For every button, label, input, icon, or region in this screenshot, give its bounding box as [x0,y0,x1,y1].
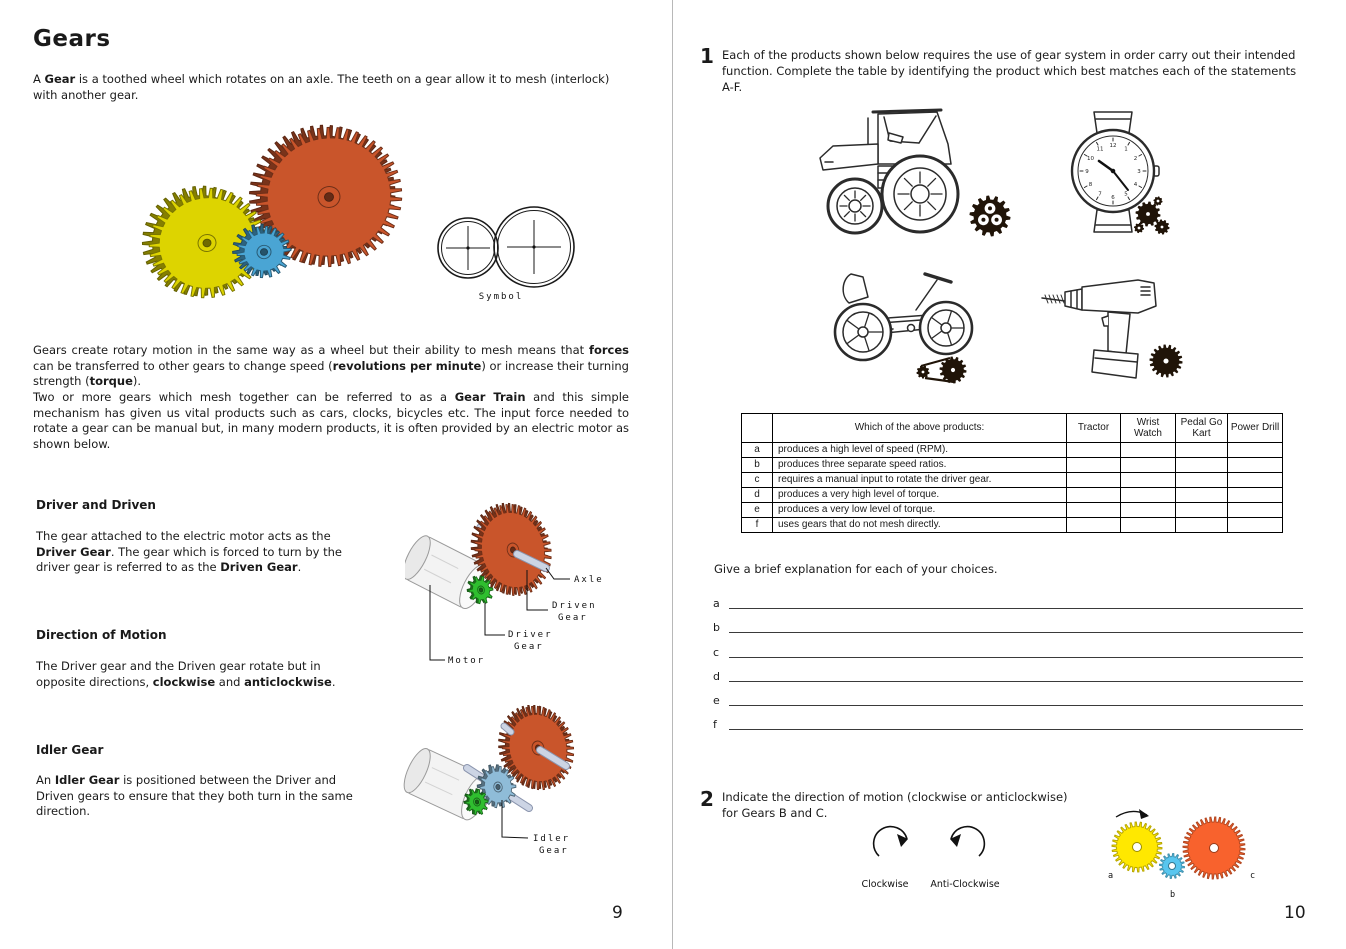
answer-cell [1121,443,1176,458]
row-letter: e [742,503,773,518]
answer-rule [729,633,1303,657]
answer-rule [729,609,1303,633]
answer-cell [1176,503,1228,518]
paragraph-rotary: Gears create rotary motion in the same way as a wheel but their ability to mesh means that forces can be transferred to other gears to change speed (revolutions per minute) or increase their turning strength (torque). [33,343,629,389]
gear-symbol-icon [438,207,574,287]
idler-gear-diagram [400,705,665,870]
power-drill-illustration [1038,266,1188,386]
col-pedal-go-kart: Pedal Go Kart [1176,414,1228,443]
answer-cell [1228,458,1283,473]
page-divider [672,0,673,949]
row-statement: requires a manual input to rotate the driver gear. [773,473,1067,488]
question-2-number: 2 [700,787,714,811]
svg-text:5: 5 [1124,191,1128,198]
table-row [742,518,1283,533]
answer-cell [1067,443,1121,458]
answer-cell [1121,458,1176,473]
question-1-text: Each of the products shown below requires the use of gear system in order carry out their intended function. Complete the table by identifying the product which best matches each of the statements A-F. [722,48,1297,94]
answer-cell [1067,473,1121,488]
drill-gear-icon [1150,345,1182,377]
explanation-line [713,633,1303,657]
table-header-row [742,414,1283,443]
row-statement: produces a very low level of torque. [773,503,1067,518]
paragraph-gear-train: Two or more gears which mesh together can be referred to as a Gear Train and this simple mechanism has given us vital products such as cars, clocks, bicycles etc. The input force needed to rotate a gear can be manual but, in many modern products, it is often provided by an electric motor as shown below. [33,390,629,451]
svg-text:9: 9 [1085,169,1089,175]
table-row [742,473,1283,488]
products-table [741,413,1283,533]
svg-text:4: 4 [1133,182,1138,188]
tractor-gear-icon [970,196,1010,236]
motor-gear-art [405,495,561,614]
question-1-number: 1 [700,44,714,68]
col-wrist-watch: Wrist Watch [1121,414,1176,443]
line-letter: b [713,621,720,635]
explanation-prompt: Give a brief explanation for each of your choices. [714,562,998,576]
wrist-watch-illustration [1068,110,1173,240]
page-number-right: 10 [1284,903,1306,923]
heading-direction-of-motion: Direction of Motion [36,628,167,642]
row-letter: a [742,443,773,458]
gear-train-art [1112,817,1245,879]
svg-text:3: 3 [1137,169,1141,175]
answer-cell [1176,488,1228,503]
line-letter: f [713,718,717,732]
explanation-line [713,658,1303,682]
gear-c-label: c [1250,871,1256,881]
rotation-arrowhead [1139,809,1149,819]
answer-cell [1176,443,1228,458]
answer-cell [1121,518,1176,533]
answer-cell [1121,488,1176,503]
kart-chain-drive-icon [917,357,966,383]
table-row [742,488,1283,503]
explanation-line [713,609,1303,633]
heading-idler-gear: Idler Gear [36,743,104,757]
table-row [742,443,1283,458]
symbol-center-dot [532,245,535,248]
page-number-left: 9 [612,903,623,923]
answer-rule [729,706,1303,730]
svg-text:2: 2 [1133,156,1138,162]
svg-text:12: 12 [1109,143,1117,149]
row-letter: f [742,518,773,533]
answer-cell [1228,488,1283,503]
corner-cell [742,414,773,443]
answer-cell [1176,458,1228,473]
explanation-line [713,706,1303,730]
row-letter: d [742,488,773,503]
row-statement: produces three separate speed ratios. [773,458,1067,473]
anticlockwise-label: Anti-Clockwise [930,879,1000,890]
heading-driver-driven: Driver and Driven [36,498,156,512]
explanation-lines [713,585,1303,730]
row-letter: b [742,458,773,473]
line-letter: c [713,645,720,659]
tractor-illustration [815,106,1015,251]
answer-cell [1121,503,1176,518]
row-statement: uses gears that do not mesh directly. [773,518,1067,533]
clockwise-label: Clockwise [861,879,909,890]
gear-a-label: a [1108,871,1114,881]
answer-cell [1228,473,1283,488]
driven-gear-label: Driven Gear [552,601,597,623]
body-direction-of-motion: The Driver gear and the Driven gear rotate but in opposite directions, clockwise and anticlockwise. [36,659,336,689]
svg-text:11: 11 [1096,146,1104,153]
line-letter: e [713,693,720,707]
body-idler-gear: An Idler Gear is positioned between the Driver and Driven gears to ensure that they both turn in the same direction. [36,773,353,819]
symbol-center-dot [466,246,469,249]
line-letter: d [713,669,720,683]
answer-cell [1067,488,1121,503]
row-letter: c [742,473,773,488]
answer-cell [1121,473,1176,488]
answer-cell [1176,473,1228,488]
explanation-line [713,682,1303,706]
answer-cell [1228,443,1283,458]
driver-gear-label: Driver Gear [508,630,553,652]
answer-cell [1228,518,1283,533]
symbol-caption: Symbol [478,292,524,302]
page-title: Gears [33,26,111,52]
table-row [742,503,1283,518]
col-tractor: Tractor [1067,414,1121,443]
motor-idler-art [400,705,582,825]
answer-cell [1067,518,1121,533]
line-letter: a [713,597,720,611]
answer-cell [1228,503,1283,518]
svg-text:1: 1 [1124,146,1128,153]
row-statement: produces a high level of speed (RPM). [773,443,1067,458]
explanation-line [713,585,1303,609]
answer-rule [729,658,1303,682]
pedal-go-kart-illustration [833,268,1008,398]
answer-cell [1067,503,1121,518]
answer-cell [1067,458,1121,473]
svg-text:8: 8 [1088,182,1093,188]
statement-header: Which of the above products: [773,414,1067,443]
products-table-body [742,443,1283,533]
gear-train-diagram [1102,803,1297,908]
motor-label: Motor [448,656,486,666]
body-driver-driven: The gear attached to the electric motor acts as the Driver Gear. The gear which is forced to turn by the driver gear is referred to as the Driven Gear. [36,529,342,575]
intro-paragraph: A Gear is a toothed wheel which rotates on an axle. The teeth on a gear allow it to mesh (interlock) with another gear. [33,72,610,102]
row-statement: produces a very high level of torque. [773,488,1067,503]
table-row [742,458,1283,473]
gear-mesh-figure [140,108,610,323]
col-power-drill: Power Drill [1228,414,1283,443]
idler-gear-label: Idler Gear [533,834,571,856]
gear-b-label: b [1170,890,1176,900]
svg-text:10: 10 [1087,156,1094,162]
answer-cell [1176,518,1228,533]
svg-text:7: 7 [1098,191,1102,198]
answer-rule [729,682,1303,706]
question-2-text: Indicate the direction of motion (clockwise or anticlockwise) for Gears B and C. [722,790,1068,820]
svg-text:6: 6 [1111,195,1115,201]
rotation-arrows-figure [852,818,1017,896]
driver-driven-diagram [405,495,665,685]
answer-rule [729,585,1303,609]
axle-label: Axle [574,575,604,585]
gear-3d-art [140,108,417,312]
